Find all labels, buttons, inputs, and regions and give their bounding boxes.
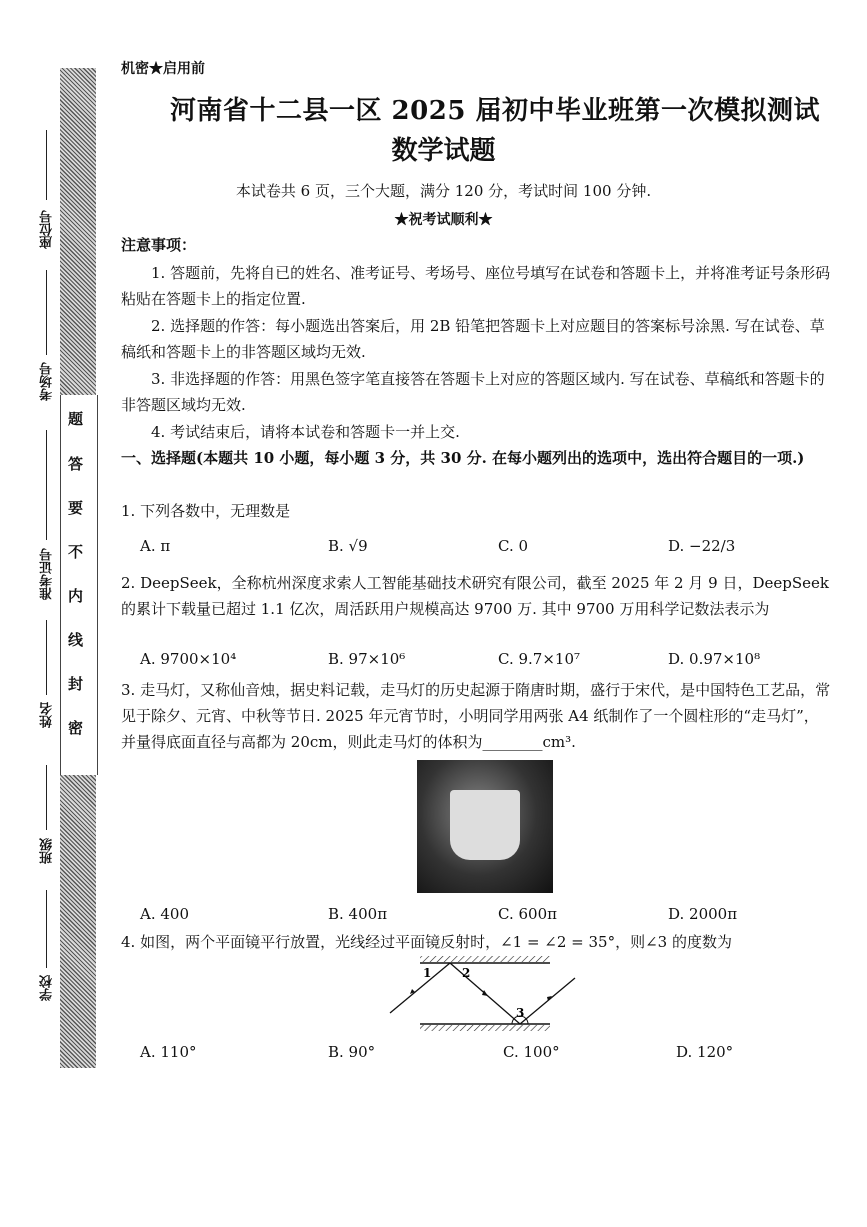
angle-3-label: 3 [516,1006,525,1020]
notice-item: 2. 选择题的作答：每小题选出答案后，用 2B 铅笔把答题卡上对应题目的答案标号涂黑. 写在试卷、草稿纸和答题卡上的非答题区域均无效. [121,317,825,361]
lantern-shape [450,790,520,860]
q3-option-b: B. 400π [328,905,388,923]
seal-char: 线 [68,631,84,649]
q4-option-b: B. 90° [328,1043,376,1061]
notice-item: 4. 考试结束后，请将本试卷和答题卡一并上交. [151,423,460,441]
q4-option-d: D. 120° [676,1043,734,1061]
outgoing-ray [520,978,575,1024]
notice-heading: 注意事项： [121,236,197,254]
notice-item: 1. 答题前，先将自已的姓名、准考证号、考场号、座位号填写在试卷和答题卡上，并将准考证号条形码粘贴在答题卡上的指定位置. [121,264,831,308]
class-line [46,765,47,830]
subject-title: 数学试题 [391,136,496,166]
q2-option-a: A. 9700×10⁴ [140,650,237,668]
question-3-stem: 3. 走马灯，又称仙音烛，据史料记载，走马灯的历史起源于隋唐时期，盛行于宋代，是中国特色工艺品，常见于除夕、元宵、中秋等节日. 2025 年元宵节时，小明同学用两张 A4 纸制作了一个圆柱形的“走马灯”，并量得底面直径与高都为 20cm，则此走马灯的体积为________cm³. [121,681,831,751]
question-4-stem: 4. 如图，两个平面镜平行放置，光线经过平面镜反射时，∠1 = ∠2 = 35°，则∠3 的度数为 [121,933,732,951]
q4-option-a: A. 110° [140,1043,197,1061]
q2-option-b: B. 97×10⁶ [328,650,406,668]
q1-option-d: D. −22/3 [668,537,736,555]
exam-room-label: 考场号 [40,362,55,401]
question-2-stem: 2. DeepSeek，全称杭州深度求索人工智能基础技术研究有限公司，截至 2025 年 2 月 9 日，DeepSeek 的累计下载量已超过 1.1 亿次，周活跃用户规模高达 9700 万. 其中 9700 万用科学记数法表示为 [121,574,829,618]
bottom-mirror-hatch [420,1025,550,1031]
name-label: 姓名 [40,702,55,728]
school-label: 学校 [40,975,55,1001]
seal-char: 封 [68,675,84,693]
seal-char: 密 [68,719,84,737]
q2-option-d: D. 0.97×10⁸ [668,650,761,668]
seal-char: 不 [68,543,84,561]
seat-number-label: 座位号 [40,210,55,249]
name-line [46,620,47,695]
mirror-diagram [385,950,585,1035]
seal-char: 要 [68,499,84,517]
notice-item: 3. 非选择题的作答：用黑色签字笔直接答在答题卡上对应的答题区域内. 写在试卷、草稿纸和答题卡的非答题区域均无效. [121,370,825,414]
angle-1-label: 1 [423,966,432,980]
admission-number-label: 准考证号 [40,548,55,600]
q1-option-a: A. π [140,537,171,555]
exam-room-line [46,270,47,355]
q1-option-b: B. √9 [328,537,368,555]
q3-option-c: C. 600π [498,905,557,923]
exam-info: 本试卷共 6 页，三个大题，满分 120 分，考试时间 100 分钟. [235,182,652,200]
seal-char: 题 [68,410,84,428]
school-line [46,890,47,968]
confidential-tag: 机密★启用前 [121,61,205,77]
class-label: 班级 [40,838,55,864]
section-heading: 一、选择题(本题共 10 小题，每小题 3 分，共 30 分. 在每小题列出的选项中，选出符合题目的一项.) [121,449,805,467]
admission-number-line [46,430,47,540]
exam-title: 河南省十二县一区 2025 届初中毕业班第一次模拟测试 [170,96,820,126]
good-luck: ★祝考试顺利★ [394,212,493,228]
angle-2-label: 2 [462,966,471,980]
q3-option-d: D. 2000π [668,905,738,923]
seal-char: 内 [68,587,84,605]
incident-ray [390,963,450,1013]
top-mirror-hatch [420,956,550,962]
question-1-stem: 1. 下列各数中，无理数是 [121,502,291,520]
q2-option-c: C. 9.7×10⁷ [498,650,581,668]
seal-char: 答 [68,455,84,473]
q4-option-c: C. 100° [503,1043,560,1061]
q3-option-a: A. 400 [140,905,189,923]
q1-option-c: C. 0 [498,537,529,555]
